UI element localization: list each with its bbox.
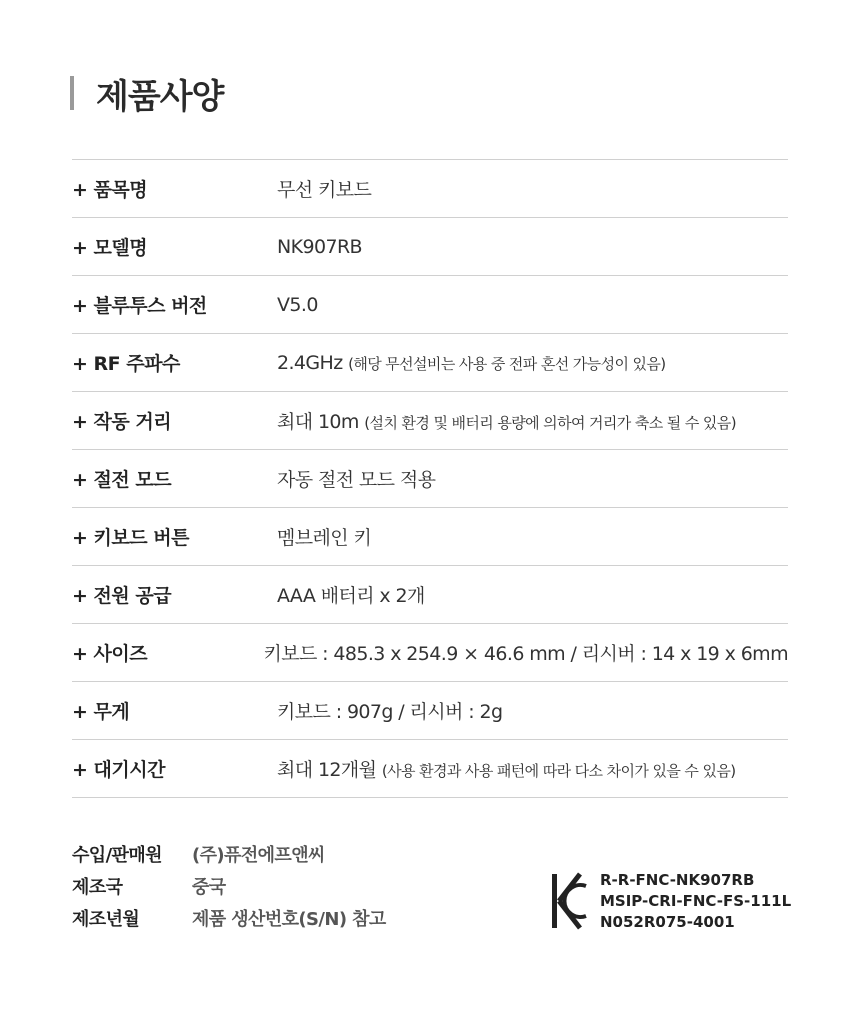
spec-table bbox=[72, 159, 788, 798]
info-label: 수입/판매원 bbox=[72, 845, 162, 866]
spec-value: 무선 키보드 bbox=[277, 179, 372, 201]
spec-value: 최대 12개월 (사용 환경과 사용 패턴에 따라 다소 차이가 있을 수 있음) bbox=[277, 759, 736, 781]
title-accent-bar bbox=[70, 76, 74, 110]
spec-value: V5.0 bbox=[277, 293, 318, 316]
spec-label: + 작동 거리 bbox=[72, 411, 172, 433]
spec-value: 키보드 : 907g / 리시버 : 2g bbox=[277, 701, 503, 723]
page-title: 제품사양 bbox=[96, 76, 224, 117]
spec-row-power-supply bbox=[72, 566, 788, 624]
spec-row-item-name bbox=[72, 160, 788, 218]
spec-value: AAA 배터리 x 2개 bbox=[277, 585, 425, 607]
spec-label: + 절전 모드 bbox=[72, 469, 172, 491]
spec-label: + 전원 공급 bbox=[72, 585, 172, 607]
spec-note: (사용 환경과 사용 패턴에 따라 다소 차이가 있을 수 있음) bbox=[381, 762, 736, 780]
spec-label: + 사이즈 bbox=[72, 643, 148, 665]
spec-note: (해당 무선설비는 사용 중 전파 혼선 가능성이 있음) bbox=[348, 354, 666, 373]
spec-label: + 블루투스 버전 bbox=[72, 295, 207, 317]
spec-row-model bbox=[72, 218, 788, 276]
spec-value: 키보드 : 485.3 x 254.9 × 46.6 mm / 리시버 : 14 x 19 x 6mm bbox=[263, 643, 788, 665]
certification-block bbox=[550, 870, 791, 933]
kc-mark-icon bbox=[550, 870, 590, 932]
info-row-country bbox=[72, 870, 386, 902]
spec-label: + 모델명 bbox=[72, 237, 148, 259]
spec-note: (설치 환경 및 배터리 용량에 의하여 거리가 축소 될 수 있음) bbox=[364, 414, 736, 432]
spec-row-bluetooth bbox=[72, 276, 788, 334]
cert-line: N052R075-4001 bbox=[600, 913, 735, 931]
spec-row-weight bbox=[72, 682, 788, 740]
certification-numbers bbox=[600, 870, 791, 933]
spec-row-power-saving bbox=[72, 450, 788, 508]
spec-label: + RF 주파수 bbox=[72, 353, 180, 375]
info-value: (주)퓨전에프앤씨 bbox=[192, 845, 325, 866]
info-row-manufacture-date bbox=[72, 902, 386, 934]
spec-row-keys bbox=[72, 508, 788, 566]
spec-label: + 키보드 버튼 bbox=[72, 527, 189, 549]
manufacturer-info bbox=[72, 838, 386, 934]
info-label: 제조국 bbox=[72, 877, 123, 898]
page-header bbox=[70, 70, 223, 116]
spec-label: + 무게 bbox=[72, 701, 130, 723]
cert-line: R-R-FNC-NK907RB bbox=[600, 871, 755, 889]
info-label: 제조년월 bbox=[72, 909, 140, 930]
spec-value: 자동 절전 모드 적용 bbox=[277, 469, 436, 491]
spec-label: + 대기시간 bbox=[72, 759, 165, 781]
spec-value: 2.4GHz (해당 무선설비는 사용 중 전파 혼선 가능성이 있음) bbox=[277, 351, 666, 374]
spec-value: 멤브레인 키 bbox=[277, 527, 372, 549]
spec-row-standby bbox=[72, 740, 788, 798]
spec-value: NK907RB bbox=[277, 235, 362, 258]
spec-row-range bbox=[72, 392, 788, 450]
spec-row-size bbox=[72, 624, 788, 682]
spec-label: + 품목명 bbox=[72, 179, 148, 201]
info-row-importer bbox=[72, 838, 386, 870]
spec-row-rf-frequency bbox=[72, 334, 788, 392]
info-value: 중국 bbox=[192, 877, 226, 898]
info-value: 제품 생산번호(S/N) 참고 bbox=[192, 909, 386, 930]
spec-value: 최대 10m (설치 환경 및 배터리 용량에 의하여 거리가 축소 될 수 있음) bbox=[277, 411, 736, 433]
cert-line: MSIP-CRI-FNC-FS-111L bbox=[600, 892, 792, 910]
